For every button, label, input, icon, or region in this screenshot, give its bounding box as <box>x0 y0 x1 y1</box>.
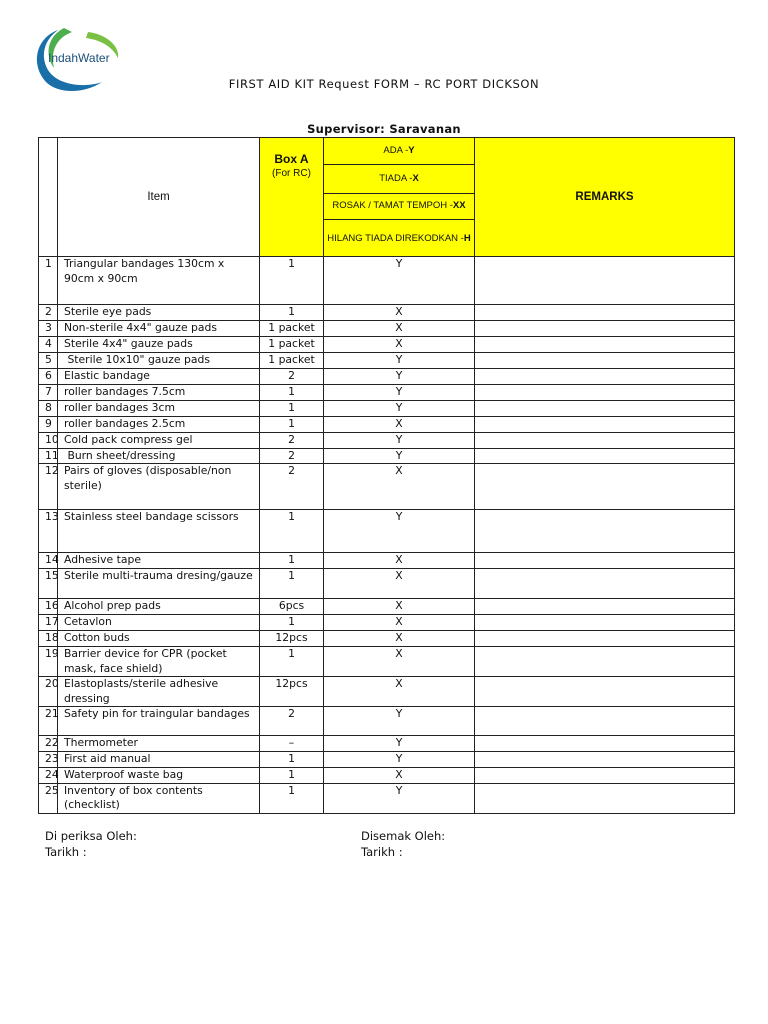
row-status: Y <box>324 400 475 416</box>
header-box-a <box>260 138 324 257</box>
row-number: 21 <box>39 707 58 736</box>
row-item: roller bandages 3cm <box>58 400 260 416</box>
row-quantity: 2 <box>260 464 324 510</box>
row-status: X <box>324 647 475 677</box>
row-item: Triangular bandages 130cm x 90cm x 90cm <box>58 257 260 305</box>
footer-right <box>361 829 445 860</box>
row-quantity: 1 <box>260 257 324 305</box>
row-quantity: 1 <box>260 416 324 432</box>
status-code-ada: ADA - Y <box>324 138 474 165</box>
row-status: Y <box>324 448 475 464</box>
row-remarks <box>475 368 735 384</box>
row-status: Y <box>324 510 475 553</box>
row-quantity: 1 <box>260 768 324 784</box>
row-status: X <box>324 305 475 321</box>
row-quantity: 1 packet <box>260 320 324 336</box>
status-code-tiada: TIADA - X <box>324 165 474 194</box>
row-item: Thermometer <box>58 736 260 752</box>
table-row <box>39 448 735 464</box>
row-status: X <box>324 677 475 707</box>
row-number: 9 <box>39 416 58 432</box>
row-item: Adhesive tape <box>58 553 260 569</box>
row-quantity: 2 <box>260 448 324 464</box>
table-row <box>39 631 735 647</box>
footer-left <box>45 829 137 860</box>
row-number: 18 <box>39 631 58 647</box>
row-remarks <box>475 400 735 416</box>
table-row <box>39 752 735 768</box>
row-remarks <box>475 707 735 736</box>
table-row <box>39 416 735 432</box>
header-item: Item <box>58 138 260 257</box>
table-row <box>39 352 735 368</box>
row-item: Sterile eye pads <box>58 305 260 321</box>
row-item: Waterproof waste bag <box>58 768 260 784</box>
header-number-cell <box>39 138 58 257</box>
table-row <box>39 368 735 384</box>
row-number: 23 <box>39 752 58 768</box>
row-status: X <box>324 768 475 784</box>
row-number: 15 <box>39 569 58 599</box>
form-title: FIRST AID KIT Request FORM – RC PORT DICKSON <box>228 77 540 91</box>
row-status: Y <box>324 432 475 448</box>
row-quantity: 2 <box>260 368 324 384</box>
row-remarks <box>475 384 735 400</box>
first-aid-kit-table <box>38 137 735 814</box>
row-item: Stainless steel bandage scissors <box>58 510 260 553</box>
row-number: 7 <box>39 384 58 400</box>
table-row <box>39 553 735 569</box>
row-number: 19 <box>39 647 58 677</box>
row-remarks <box>475 257 735 305</box>
row-quantity: 1 <box>260 647 324 677</box>
row-number: 6 <box>39 368 58 384</box>
row-item: Burn sheet/dressing <box>58 448 260 464</box>
row-number: 12 <box>39 464 58 510</box>
table-row <box>39 677 735 707</box>
row-quantity: 1 <box>260 510 324 553</box>
table-row <box>39 400 735 416</box>
row-number: 5 <box>39 352 58 368</box>
row-item: Elastoplasts/sterile adhesive dressing <box>58 677 260 707</box>
row-status: X <box>324 615 475 631</box>
row-quantity: 12pcs <box>260 677 324 707</box>
row-status: Y <box>324 384 475 400</box>
row-remarks <box>475 336 735 352</box>
row-number: 10 <box>39 432 58 448</box>
row-remarks <box>475 352 735 368</box>
row-number: 22 <box>39 736 58 752</box>
table-row <box>39 707 735 736</box>
row-status: Y <box>324 783 475 813</box>
row-number: 20 <box>39 677 58 707</box>
row-quantity: 1 <box>260 752 324 768</box>
header-box-label: Box A <box>274 152 309 166</box>
row-remarks <box>475 416 735 432</box>
row-number: 16 <box>39 599 58 615</box>
row-remarks <box>475 768 735 784</box>
row-number: 25 <box>39 783 58 813</box>
row-status: Y <box>324 752 475 768</box>
row-item: Sterile 4x4" gauze pads <box>58 336 260 352</box>
row-item: Non-sterile 4x4" gauze pads <box>58 320 260 336</box>
row-status: Y <box>324 707 475 736</box>
row-item: Cold pack compress gel <box>58 432 260 448</box>
row-item: Inventory of box contents (checklist) <box>58 783 260 813</box>
row-remarks <box>475 677 735 707</box>
table-row <box>39 615 735 631</box>
row-item: roller bandages 7.5cm <box>58 384 260 400</box>
row-status: X <box>324 416 475 432</box>
row-remarks <box>475 615 735 631</box>
table-row <box>39 336 735 352</box>
status-code-hilang: HILANG TIADA DIREKODKAN - H <box>327 232 471 244</box>
row-status: X <box>324 464 475 510</box>
svg-text:IndahWater: IndahWater <box>48 51 110 65</box>
row-status: X <box>324 320 475 336</box>
row-quantity: 2 <box>260 432 324 448</box>
table-row <box>39 783 735 813</box>
row-remarks <box>475 510 735 553</box>
supervisor-line: Supervisor: Saravanan <box>307 122 461 136</box>
row-item: Sterile 10x10" gauze pads <box>58 352 260 368</box>
row-remarks <box>475 464 735 510</box>
row-quantity: 1 <box>260 400 324 416</box>
table-row <box>39 305 735 321</box>
table-row <box>39 647 735 677</box>
row-remarks <box>475 569 735 599</box>
date-left-label: Tarikh : <box>45 844 87 859</box>
row-status: X <box>324 336 475 352</box>
table-row <box>39 569 735 599</box>
table-row <box>39 736 735 752</box>
row-item: Elastic bandage <box>58 368 260 384</box>
row-remarks <box>475 553 735 569</box>
row-number: 3 <box>39 320 58 336</box>
row-number: 1 <box>39 257 58 305</box>
table-row <box>39 768 735 784</box>
row-quantity: 1 <box>260 305 324 321</box>
row-status: X <box>324 599 475 615</box>
header-remarks: REMARKS <box>475 138 735 257</box>
row-quantity: 1 <box>260 384 324 400</box>
row-number: 24 <box>39 768 58 784</box>
row-item: Safety pin for traingular bandages <box>58 707 260 736</box>
row-quantity: 1 <box>260 783 324 813</box>
row-number: 13 <box>39 510 58 553</box>
table-header-row <box>39 138 735 257</box>
row-remarks <box>475 736 735 752</box>
row-remarks <box>475 448 735 464</box>
row-item: Sterile multi-trauma dresing/gauze <box>58 569 260 599</box>
row-quantity: 12pcs <box>260 631 324 647</box>
row-item: Cotton buds <box>58 631 260 647</box>
row-item: roller bandages 2.5cm <box>58 416 260 432</box>
header-status-legend <box>324 138 475 257</box>
row-status: X <box>324 631 475 647</box>
row-quantity: 6pcs <box>260 599 324 615</box>
table-row <box>39 384 735 400</box>
row-quantity: 1 <box>260 615 324 631</box>
row-quantity: 2 <box>260 707 324 736</box>
table-row <box>39 432 735 448</box>
row-item: Pairs of gloves (disposable/non sterile) <box>58 464 260 510</box>
row-number: 2 <box>39 305 58 321</box>
row-status: X <box>324 553 475 569</box>
table-row <box>39 599 735 615</box>
table-row <box>39 320 735 336</box>
table-row <box>39 257 735 305</box>
row-number: 11 <box>39 448 58 464</box>
row-remarks <box>475 752 735 768</box>
row-status: Y <box>324 352 475 368</box>
row-number: 17 <box>39 615 58 631</box>
header-box-sub: (For RC) <box>272 167 311 179</box>
row-item: Alcohol prep pads <box>58 599 260 615</box>
reviewed-by-label: Disemak Oleh: <box>361 829 446 843</box>
status-code-rosak: ROSAK / TAMAT TEMPOH - XX <box>324 194 474 220</box>
row-item: Cetavlon <box>58 615 260 631</box>
row-remarks <box>475 647 735 677</box>
row-item: Barrier device for CPR (pocket mask, face shield) <box>58 647 260 677</box>
row-number: 14 <box>39 553 58 569</box>
row-remarks <box>475 320 735 336</box>
row-item: First aid manual <box>58 752 260 768</box>
row-quantity: 1 packet <box>260 352 324 368</box>
row-remarks <box>475 432 735 448</box>
row-quantity: – <box>260 736 324 752</box>
table-row <box>39 464 735 510</box>
row-quantity: 1 <box>260 553 324 569</box>
row-number: 4 <box>39 336 58 352</box>
row-remarks <box>475 305 735 321</box>
row-status: Y <box>324 257 475 305</box>
row-remarks <box>475 599 735 615</box>
row-remarks <box>475 783 735 813</box>
row-status: X <box>324 569 475 599</box>
row-remarks <box>475 631 735 647</box>
date-right-label: Tarikh : <box>361 844 403 859</box>
row-status: Y <box>324 368 475 384</box>
row-quantity: 1 <box>260 569 324 599</box>
row-number: 8 <box>39 400 58 416</box>
table-row <box>39 510 735 553</box>
row-quantity: 1 packet <box>260 336 324 352</box>
checked-by-label: Di periksa Oleh: <box>45 829 137 843</box>
row-status: Y <box>324 736 475 752</box>
